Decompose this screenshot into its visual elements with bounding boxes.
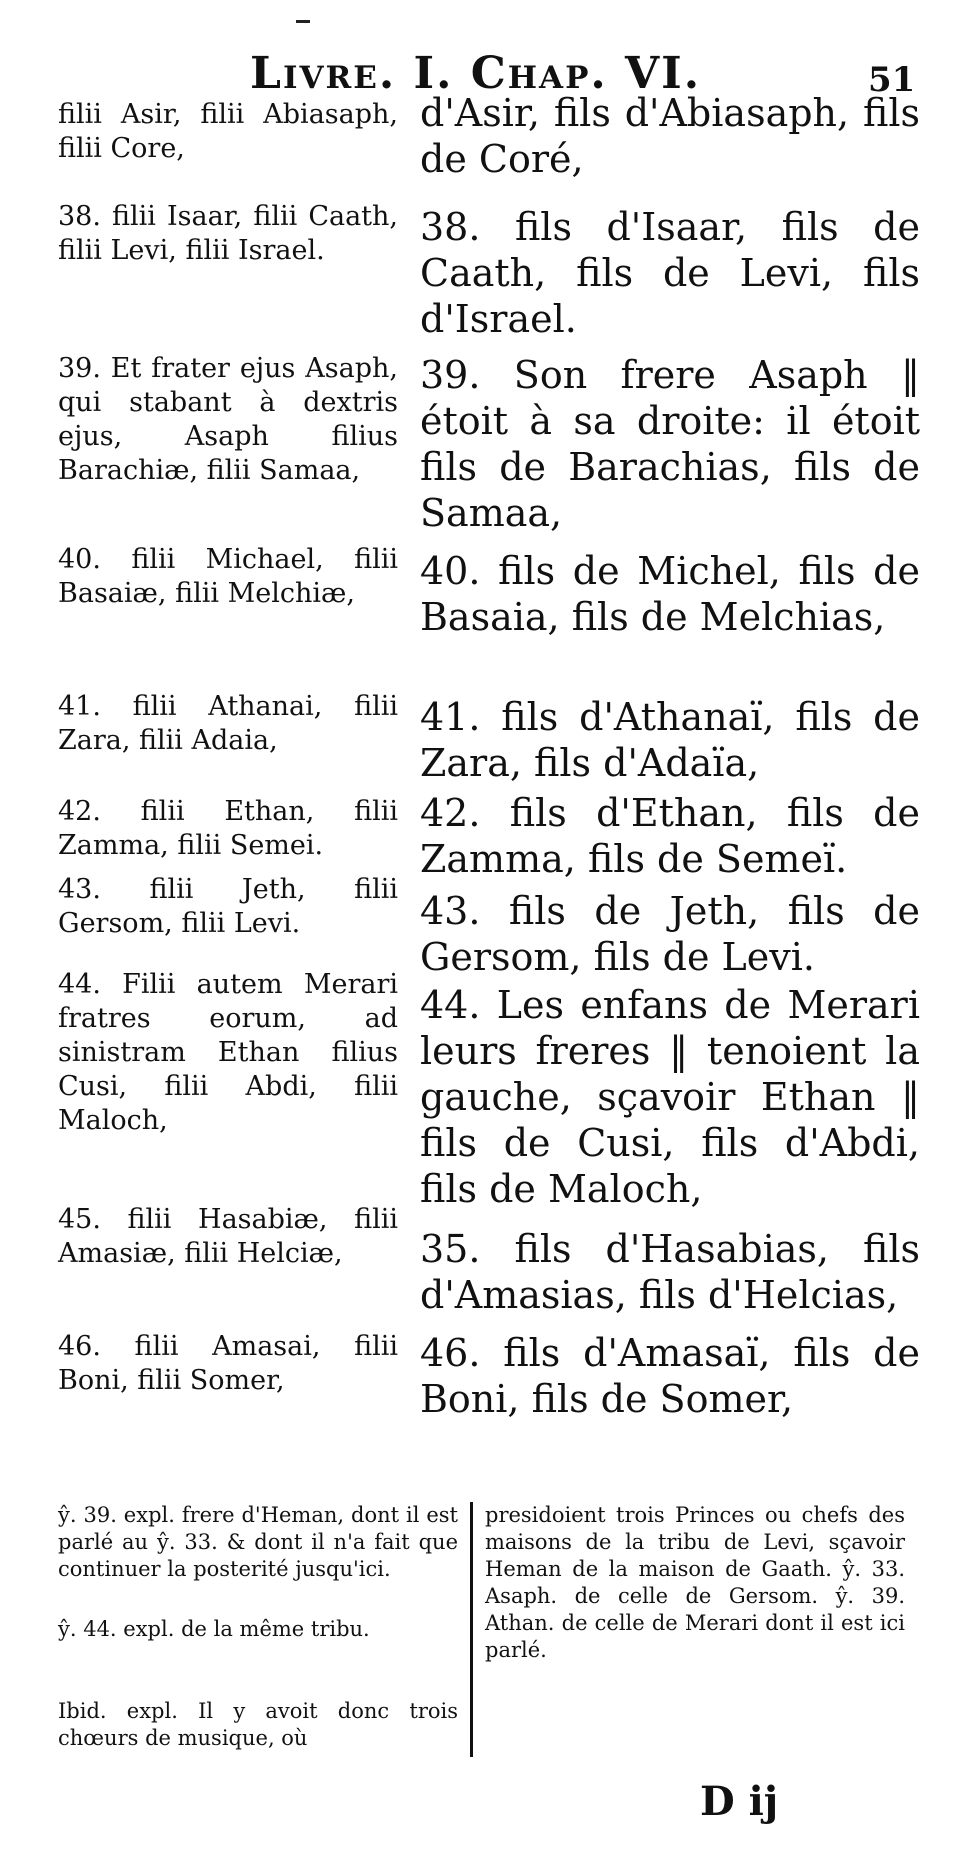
french-verse-37-cont: d'Asir, fils d'Abiasaph, fils de Coré, <box>420 91 920 181</box>
french-verse-38: 38. fils d'Isaar, fils de Caath, fils de Levi, fils d'Israel. <box>420 205 920 341</box>
latin-verse-40: 40. filii Michael, filii Basaiæ, filii Melchiæ, <box>58 544 398 609</box>
latin-verse-38: 38. filii Isaar, filii Caath, filii Levi, filii Israel. <box>58 201 398 266</box>
french-verse-43: 43. fils de Jeth, fils de Gersom, fils de Levi. <box>420 889 920 979</box>
latin-verse-39: 39. Et frater ejus Asaph, qui stabant à dextris ejus, Asaph filius Barachiæ, filii Samaa, <box>58 353 398 486</box>
footnote-column-rule <box>470 1502 473 1757</box>
french-verse-39: 39. Son frere Asaph ‖ étoit à sa droite: il étoit fils de Barachias, fils de Samaa, <box>420 353 920 535</box>
latin-verse-46: 46. filii Amasai, filii Boni, filii Somer, <box>58 1331 398 1396</box>
running-head: Livre. I. Chap. VI. <box>250 48 702 99</box>
top-mark <box>296 20 310 23</box>
footnote-verse-39: ŷ. 39. expl. frere d'Heman, dont il est parlé au ŷ. 33. & dont il n'a fait que continuer la posterité jusqu'ici. <box>58 1503 458 1581</box>
page-number: 51 <box>868 60 916 100</box>
french-verse-45: 35. fils d'Hasabias, fils d'Amasias, fils d'Helcias, <box>420 1227 920 1317</box>
french-verse-42: 42. fils d'Ethan, fils de Zamma, fils de Semeï. <box>420 791 920 881</box>
latin-verse-37-cont: filii Asir, filii Abiasaph, filii Core, <box>58 99 398 164</box>
latin-verse-44: 44. Filii autem Merari fratres eorum, ad sinistram Ethan filius Cusi, filii Abdi, filii Maloch, <box>58 969 398 1136</box>
french-verse-40: 40. fils de Michel, fils de Basaia, fils de Melchias, <box>420 549 920 639</box>
latin-verse-41: 41. filii Athanai, filii Zara, filii Adaia, <box>58 691 398 756</box>
french-verse-44: 44. Les enfans de Merari leurs freres ‖ tenoient la gauche, sçavoir Ethan ‖ fils de Cusi, fils d'Abdi, fils de Maloch, <box>420 983 920 1211</box>
latin-verse-43: 43. filii Jeth, filii Gersom, filii Levi. <box>58 874 398 939</box>
footnote-continuation: presidoient trois Princes ou chefs des maisons de la tribu de Levi, sçavoir Heman de la maison de Gaath. ŷ. 33. Asaph. de celle de Gersom. ŷ. 39. Athan. de celle de Merari dont il est ici parlé. <box>485 1503 905 1662</box>
latin-verse-42: 42. filii Ethan, filii Zamma, filii Semei. <box>58 796 398 861</box>
french-verse-41: 41. fils d'Athanaï, fils de Zara, fils d'Adaïa, <box>420 695 920 785</box>
footnote-ibid: Ibid. expl. Il y avoit donc trois chœurs de musique, où <box>58 1699 458 1750</box>
french-verse-46: 46. fils d'Amasaï, fils de Boni, fils de Somer, <box>420 1331 920 1421</box>
signature-mark: D ij <box>700 1778 779 1825</box>
latin-verse-45: 45. filii Hasabiæ, filii Amasiæ, filii Helciæ, <box>58 1204 398 1269</box>
footnote-verse-44: ŷ. 44. expl. de la même tribu. <box>58 1617 370 1641</box>
